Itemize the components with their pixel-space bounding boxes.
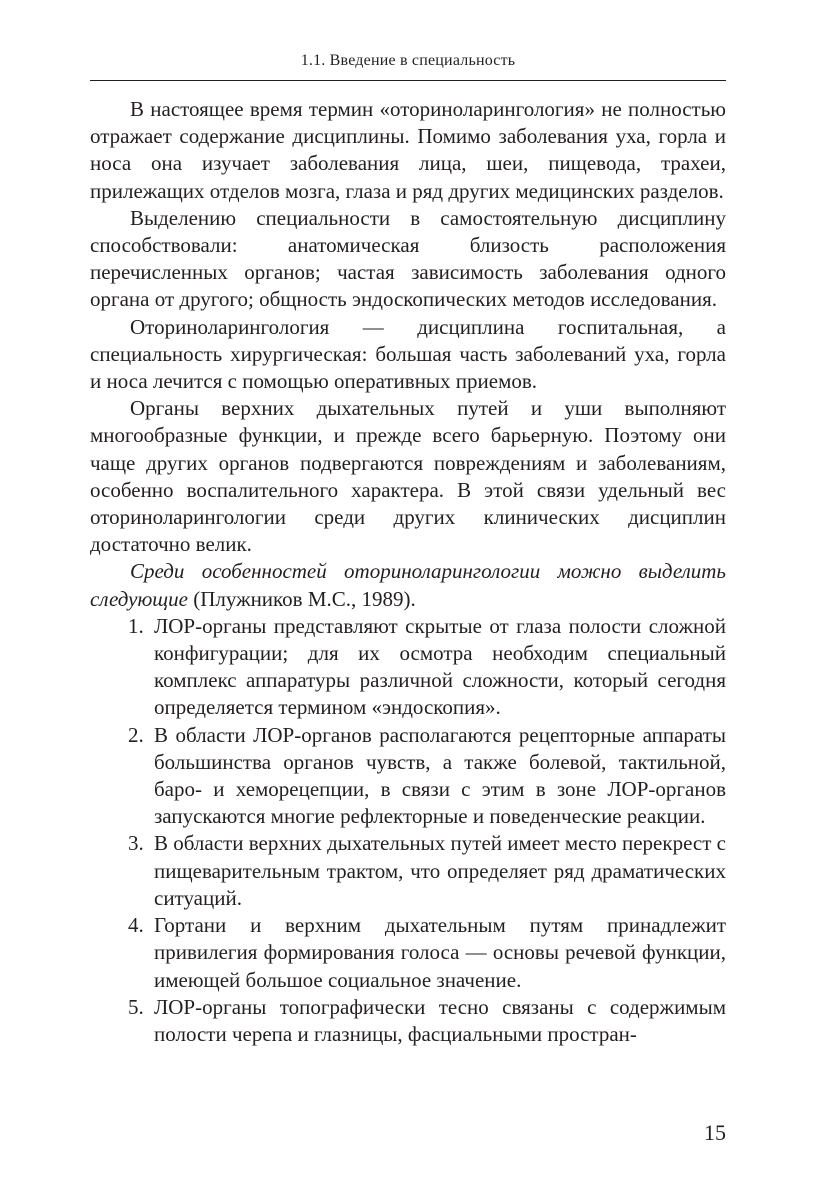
list-item [90, 994, 726, 1048]
list-item-number: 4. [128, 913, 144, 938]
list-item-text: Гортани и верхним дыхательным путям принадлежит привилегия формирования голоса — основы речевой функции, имеющей большое социальное значение. [154, 913, 726, 992]
list-intro [90, 558, 726, 612]
page-body [90, 96, 726, 1048]
list-item [90, 830, 726, 912]
running-header: 1.1. Введение в специальность [300, 52, 516, 69]
page-number: 15 [704, 1120, 726, 1145]
list-item-number: 1. [128, 613, 144, 638]
paragraph-2: Выделению специальности в самостоятельную дисциплину способствовали: анатомическая близость расположения перечисленных органов; частая зависимость заболевания одного органа от другого; общность эндоскопических методов исследования. [90, 205, 726, 312]
list-item-text: В области ЛОР-органов располагаются рецепторные аппараты большинства органов чувств, а также болевой, тактильной, баро- и хеморецепции, в связи с этим в зоне ЛОР-органов запускаются многие рефлекторные и поведенческие реакции. [154, 722, 726, 829]
list-item [90, 613, 726, 722]
features-list [90, 613, 726, 1048]
list-item [90, 912, 726, 994]
list-item-number: 5. [128, 994, 144, 1019]
list-item-number: 3. [128, 831, 144, 856]
list-item-text: ЛОР-органы топографически тесно связаны с содержимым полости черепа и глазницы, фасциальными простран- [154, 994, 726, 1046]
list-item-text: ЛОР-органы представляют скрытые от глаза полости сложной конфигурации; для их осмотра необходим специальный комплекс аппаратуры различной сложности, который сегодня определяется термином «эндоскопия». [154, 613, 726, 720]
list-item [90, 722, 726, 831]
paragraph-4: Органы верхних дыхательных путей и уши выполняют многообразные функции, и прежде всего барьерную. Поэтому они чаще других органов подвергаются повреждениям и заболеваниям, особенно воспалительного характера. В этой связи удельный вес оториноларингологии среди других клинических дисциплин достаточно велик. [90, 396, 726, 557]
list-intro-italic: Среди особенностей оториноларингологии можно выделить следующие [90, 559, 726, 611]
header-rule [90, 80, 726, 81]
list-item-text: В области верхних дыхательных путей имеет место перекрест с пищеварительным трактом, что определяет ряд драматических ситуаций. [154, 831, 726, 910]
list-item-number: 2. [128, 722, 144, 747]
paragraph-1: В настоящее время термин «оториноларингология» не полностью отражает содержание дисциплины. Помимо заболевания уха, горла и носа она изучает заболевания лица, шеи, пищевода, трахеи, прилежащих отделов мозга, глаза и ряд других медицинских разделов. [90, 97, 726, 203]
paragraph-3: Оториноларингология — дисциплина госпитальная, а специальность хирургическая: большая часть заболеваний уха, горла и носа лечится с помощью оперативных приемов. [90, 314, 726, 394]
list-intro-citation: (Плужников М.С., 1989). [187, 586, 416, 611]
